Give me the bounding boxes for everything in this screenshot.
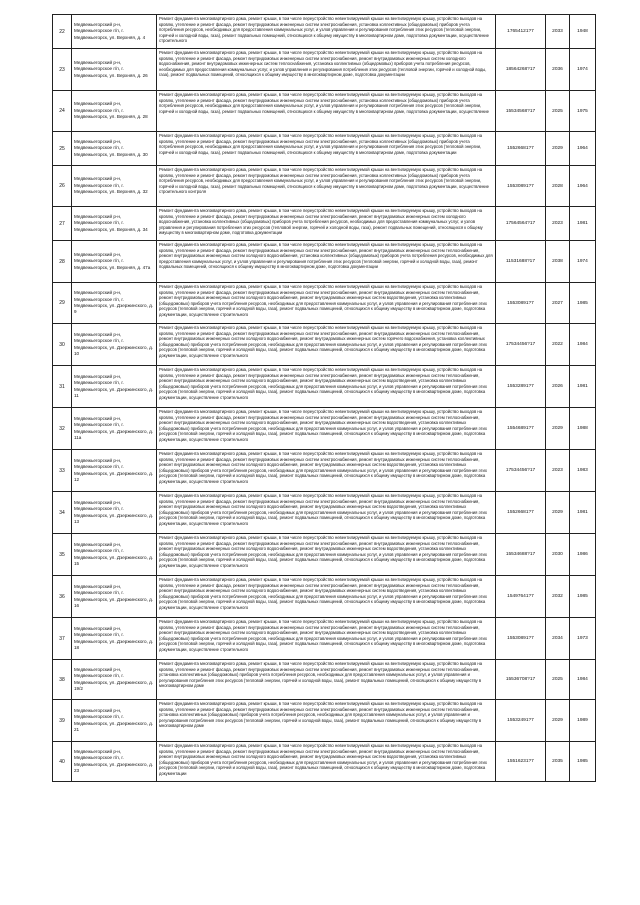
works-text-clip: Ремонт фундамента многоквартирного дома, ремонт крыши, в том числе переустройство невентилируемой крыши на вентилируемую крышу, устройство выходов на кровлю, утепление и ремонт фасада, ремонт внутридомовых инженерных систем электроснабжения, ремонт внутридомовых инженерных систем теплоснабжения, ремонт внутридомовых инженерных систем холодного водоснабжения, ремонт внутридомовых инженерных систем водоотведения, установка коллективных (общедомовых) приборов учета потребления ресурсов, необходимых для предоставления коммунальных услуг, и узлов управления и регулирования потребления этих ресурсов (тепловой энергии, горячей и холодной воды, газа), ремонт подвальных помещений, относящихся к общему имуществу в многоквартирном доме, подготовка документации, осуществление строительного: [159, 577, 487, 610]
document-page: [52, 14, 596, 782]
house-address: Медвежьегорский р-н, Медвежьегорское г/п, г. Медвежьегорск, ул. Дзержинского, д. 16: [72, 576, 157, 618]
repair-cost: 15530891?7: [496, 166, 546, 207]
works-text-clip: Ремонт фундамента многоквартирного дома, ремонт крыши, в том числе переустройство невентилируемой крыши на вентилируемую крышу, устройство выходов на кровлю, утепление и ремонт фасада, ремонт внутридомовых инженерных систем электроснабжения, ремонт внутридомовых инженерных систем теплоснабжения, ремонт внутридомовых инженерных систем холодного водоснабжения, ремонт внутридомовых инженерных систем водоотведения, установка коллективных (общедомовых) приборов учета потребления ресурсов, необходимых для предоставления коммунальных услуг, и узлов управления и регулирования потребления этих ресурсов (тепловой энергии, горячей и холодной воды, газа), ремонт подвальных помещений, относящихся к общему имуществу в многоквартирном доме, подготовка документации, осуществление строительного: [159, 284, 487, 317]
works-text-clip: Ремонт фундамента многоквартирного дома, ремонт крыши, в том числе переустройство невентилируемой крыши на вентилируемую крышу, устройство выходов на кровлю, утепление и ремонт фасада, ремонт внутридомовых инженерных систем электроснабжения, ремонт внутридомовых инженерных систем холодного водоснабжения, ремонт внутридомовых инженерных систем теплоснабжения, установка коллективных (общедомовых) приборов учета потребления ресурсов, необходимых для предоставления коммунальных услуг, и узлов управления и регулирования потребления этих ресурсов (тепловой энергии, горячей и холодной воды, газа), ремонт подвальных помещений, относящихся к общему имуществу в многоквартирном доме, подготовка документации: [159, 50, 487, 77]
row-number: 31: [53, 366, 72, 408]
row-number: 36: [53, 576, 72, 618]
house-address: Медвежьегорский р-н, Медвежьегорское г/п, г. Медвежьегорск, ул. Верхняя, д. 32: [72, 166, 157, 207]
planned-year: 2036: [546, 49, 570, 91]
table-row: [53, 283, 596, 324]
planned-year: 2026: [546, 366, 570, 408]
year-built: 1983: [570, 450, 596, 492]
planned-year: 2033: [546, 15, 570, 49]
year-built: 1974: [570, 241, 596, 283]
table-row: [53, 366, 596, 408]
house-address: Медвежьегорский р-н, Медвежьегорское г/п, г. Медвежьегорск, ул. Верхняя, д. 26: [72, 49, 157, 91]
works-text-clip: Ремонт фундамента многоквартирного дома, ремонт крыши, в том числе переустройство невентилируемой крыши на вентилируемую крышу, устройство выходов на кровлю, утепление и ремонт фасада, ремонт внутридомовых инженерных систем электроснабжения, ремонт внутридомовых инженерных систем теплоснабжения, ремонт внутридомовых инженерных систем холодного водоснабжения, ремонт внутридомовых инженерных систем водоотведения, установка коллективных (общедомовых) приборов учета потребления ресурсов, необходимых для предоставления коммунальных услуг, и узлов управления и регулирования потребления этих ресурсов (тепловой энергии, горячей и холодной воды, газа), ремонт подвальных помещений, относящихся к общему имуществу в многоквартирном доме, подготовка документации, осуществление строительного: [159, 409, 487, 442]
table-row: [53, 15, 596, 49]
works-description: [157, 283, 496, 324]
row-number: 33: [53, 450, 72, 492]
works-text-clip: Ремонт фундамента многоквартирного дома, ремонт крыши, в том числе переустройство невентилируемой крыши на вентилируемую крышу, устройство выходов на кровлю, утепление и ремонт фасада, ремонт внутридомовых инженерных систем электроснабжения, ремонт внутридомовых инженерных систем теплоснабжения, ремонт внутридомовых инженерных систем холодного водоснабжения, ремонт внутридомовых инженерных систем водоотведения, установка коллективных (общедомовых) приборов учета потребления ресурсов, необходимых для предоставления коммунальных услуг, и узлов управления и регулирования потребления этих ресурсов (тепловой энергии, горячей и холодной воды, газа), ремонт подвальных помещений, относящихся к общему имуществу в многоквартирном доме, подготовка документации: [159, 743, 487, 776]
repair-cost: 15546891?7: [496, 408, 546, 450]
works-description: [157, 408, 496, 450]
repair-cost: 15516231?7: [496, 742, 546, 782]
house-address: Медвежьегорский р-н, Медвежьегорское г/п, г. Медвежьегорск, ул. Дзержинского, д. 11: [72, 366, 157, 408]
repair-cost: 15536708?17: [496, 660, 546, 700]
table-row: [53, 492, 596, 534]
table-row: [53, 576, 596, 618]
house-address: Медвежьегорский р-н, Медвежьегорское г/п, г. Медвежьегорск, ул. Дзержинского, д. 21: [72, 700, 157, 742]
year-built: 1984: [570, 324, 596, 366]
house-address: Медвежьегорский р-н, Медвежьегорское г/п, г. Медвежьегорск, ул. Верхняя, д. 30: [72, 132, 157, 166]
row-number: 22: [53, 15, 72, 49]
works-description: [157, 618, 496, 660]
table-row: [53, 618, 596, 660]
planned-year: 2029: [546, 132, 570, 166]
house-address: Медвежьегорский р-н, Медвежьегорское г/п, г. Медвежьегорск, ул. Верхняя, д. 47а: [72, 241, 157, 283]
row-number: 25: [53, 132, 72, 166]
works-text-clip: Ремонт фундамента многоквартирного дома, ремонт крыши, в том числе переустройство невентилируемой крыши на вентилируемую крышу, устройство выходов на кровлю, утепление и ремонт фасада, ремонт внутридомовых инженерных систем электроснабжения, ремонт внутридомовых инженерных систем теплоснабжения, ремонт внутридомовых инженерных систем холодного водоснабжения, ремонт внутридомовых инженерных систем водоотведения, установка коллективных (общедомовых) приборов учета потребления ресурсов, необходимых для предоставления коммунальных услуг, и узлов управления и регулирования потребления этих ресурсов (тепловой энергии, горячей и холодной воды, газа), ремонт подвальных помещений, относящихся к общему имуществу в многоквартирном доме, подготовка документации, осуществление строительного: [159, 619, 487, 652]
year-built: 1974: [570, 49, 596, 91]
works-text-clip: Ремонт фундамента многоквартирного дома, ремонт крыши, в том числе переустройство невентилируемой крыши на вентилируемую крышу, устройство выходов на кровлю, утепление и ремонт фасада, ремонт внутридомовых инженерных систем электроснабжения, ремонт внутридомовых инженерных систем теплоснабжения, ремонт внутридомовых инженерных систем холодного водоснабжения, ремонт внутридомовых инженерных систем водоотведения, установка коллективных (общедомовых) приборов учета потребления ресурсов, необходимых для предоставления коммунальных услуг, и узлов управления и регулирования потребления этих ресурсов (тепловой энергии, горячей и холодной воды, газа), ремонт подвальных помещений, относящихся к общему имуществу в многоквартирном доме, подготовка документации, осуществление строительного: [159, 493, 487, 526]
planned-year: 2029: [546, 408, 570, 450]
repair-cost: 15532491?7: [496, 700, 546, 742]
repair-cost: 15534688?17: [496, 534, 546, 576]
house-address: Медвежьегорский р-н, Медвежьегорское г/п, г. Медвежьегорск, ул. Дзержинского, д. 15: [72, 534, 157, 576]
repair-cost: 15497641?7: [496, 576, 546, 618]
row-number: 23: [53, 49, 72, 91]
house-address: Медвежьегорский р-н, Медвежьегорское г/п, г. Медвежьегорск, ул. Верхняя, д. 28: [72, 91, 157, 132]
planned-year: 2034: [546, 618, 570, 660]
house-address: Медвежьегорский р-н, Медвежьегорское г/п, г. Медвежьегорск, ул. Дзержинского, д. 12: [72, 450, 157, 492]
row-number: 28: [53, 241, 72, 283]
works-description: [157, 576, 496, 618]
planned-year: 2038: [546, 241, 570, 283]
works-description: [157, 660, 496, 700]
table-row: [53, 742, 596, 782]
year-built: 1981: [570, 492, 596, 534]
works-description: [157, 742, 496, 782]
house-address: Медвежьегорский р-н, Медвежьегорское г/п, г. Медвежьегорск, ул. Дзержинского, д. 9: [72, 283, 157, 324]
year-built: 1964: [570, 132, 596, 166]
row-number: 26: [53, 166, 72, 207]
table-row: [53, 700, 596, 742]
table-row: [53, 660, 596, 700]
table-row: [53, 450, 596, 492]
table-row: [53, 166, 596, 207]
repair-cost: 18564268?17: [496, 49, 546, 91]
table-row: [53, 91, 596, 132]
works-text-clip: Ремонт фундамента многоквартирного дома, ремонт крыши, в том числе переустройство невентилируемой крыши на вентилируемую крышу, устройство выходов на кровлю, утепление и ремонт фасада, ремонт внутридомовых инженерных систем электроснабжения, ремонт внутридомовых инженерных систем теплоснабжения, ремонт внутридомовых инженерных систем холодного водоснабжения, ремонт внутридомовых инженерных систем водоотведения, установка коллективных (общедомовых) приборов учета потребления ресурсов, необходимых для предоставления коммунальных услуг, и узлов управления и регулирования потребления этих ресурсов (тепловой энергии, горячей и холодной воды, газа), ремонт подвальных помещений, относящихся к общему имуществу в многоквартирном доме, подготовка документации, осуществление строительного: [159, 535, 487, 568]
year-built: 1985: [570, 742, 596, 782]
house-address: Медвежьегорский р-н, Медвежьегорское г/п, г. Медвежьегорск, ул. Верхняя, д. 4: [72, 15, 157, 49]
works-text-clip: Ремонт фундамента многоквартирного дома, ремонт крыши, в том числе переустройство невентилируемой крыши на вентилируемую крышу, устройство выходов на кровлю, утепление и ремонт фасада, ремонт внутридомовых инженерных систем электроснабжения, ремонт внутридомовых инженерных систем теплоснабжения, ремонт внутридомовых инженерных систем холодного водоснабжения, установка коллективных (общедомовых) приборов учета потребления ресурсов, необходимых для предоставления коммунальных услуг, и узлов управления и регулирования потребления этих ресурсов (тепловой энергии, горячей и холодной воды, газа), ремонт подвальных помещений, относящихся к общему имуществу в многоквартирном доме, подготовка документации: [159, 242, 493, 269]
year-built: 1948: [570, 15, 596, 49]
repair-cost: 11531688?17: [496, 241, 546, 283]
planned-year: 2022: [546, 324, 570, 366]
works-text-clip: Ремонт фундамента многоквартирного дома, ремонт крыши, в том числе переустройство невентилируемой крыши на вентилируемую крышу, устройство выходов на кровлю, утепление и ремонт фасада, ремонт внутридомовых инженерных систем электроснабжения, установка коллективных (общедомовых) приборов учета потребления ресурсов, необходимых для предоставления коммунальных услуг, и узлов управления и регулирования потребления этих ресурсов (тепловой энергии, горячей и холодной воды, газа), ремонт подвальных помещений, относящихся к общему имуществу в многоквартирном доме, подготовка документации, осуществление строительного контроля: [159, 167, 489, 194]
works-text-clip: Ремонт фундамента многоквартирного дома, ремонт крыши, в том числе переустройство невентилируемой крыши на вентилируемую крышу, устройство выходов на кровлю, утепление и ремонт фасада, ремонт внутридомовых инженерных систем электроснабжения, ремонт внутридомовых инженерных систем теплоснабжения, установка коллективных (общедомовых) приборов учета потребления ресурсов, необходимых для предоставления коммунальных услуг, и узлов управления и регулирования потребления этих ресурсов (тепловой энергии, горячей и холодной воды, газа), ремонт подвальных помещений, относящихся к общему имуществу в многоквартирном доме: [159, 661, 483, 688]
house-address: Медвежьегорский р-н, Медвежьегорское г/п, г. Медвежьегорск, ул. Верхняя, д. 34: [72, 207, 157, 241]
works-text-clip: Ремонт фундамента многоквартирного дома, ремонт крыши, в том числе переустройство невентилируемой крыши на вентилируемую крышу, устройство выходов на кровлю, утепление и ремонт фасада, ремонт внутридомовых инженерных систем электроснабжения, установка коллективных (общедомовых) приборов учета потребления ресурсов, необходимых для предоставления коммунальных услуг, и узлов управления и регулирования потребления этих ресурсов (тепловой энергии, горячей и холодной воды, газа), ремонт подвальных помещений, относящихся к общему имуществу в многоквартирном доме, подготовка документации, осуществление строительного: [159, 16, 489, 43]
year-built: 1986: [570, 534, 596, 576]
planned-year: 2029: [546, 700, 570, 742]
row-number: 37: [53, 618, 72, 660]
works-description: [157, 132, 496, 166]
table-row: [53, 241, 596, 283]
table-row: [53, 534, 596, 576]
repair-cost: 15526681?7: [496, 132, 546, 166]
works-description: [157, 166, 496, 207]
works-description: [157, 492, 496, 534]
repair-cost: 17534456?17: [496, 324, 546, 366]
row-number: 27: [53, 207, 72, 241]
row-number: 29: [53, 283, 72, 324]
works-text-clip: Ремонт фундамента многоквартирного дома, ремонт крыши, в том числе переустройство невентилируемой крыши на вентилируемую крышу, устройство выходов на кровлю, утепление и ремонт фасада, ремонт внутридомовых инженерных систем электроснабжения, установка коллективных (общедомовых) приборов учета потребления ресурсов, необходимых для предоставления коммунальных услуг, и узлов управления и регулирования потребления этих ресурсов (тепловой энергии, горячей и холодной воды, газа), ремонт подвальных помещений, относящихся к общему имуществу в многоквартирном доме, подготовка документации, осуществление: [159, 92, 489, 114]
works-text-clip: Ремонт фундамента многоквартирного дома, ремонт крыши, в том числе переустройство невентилируемой крыши на вентилируемую крышу, устройство выходов на кровлю, утепление и ремонт фасада, ремонт внутридомовых инженерных систем электроснабжения, ремонт внутридомовых инженерных систем теплоснабжения, ремонт внутридомовых инженерных систем холодного водоснабжения, ремонт внутридомовых инженерных систем водоотведения, установка коллективных (общедомовых) приборов учета потребления ресурсов, необходимых для предоставления коммунальных услуг, и узлов управления и регулирования потребления этих ресурсов (тепловой энергии, горячей и холодной воды, газа), ремонт подвальных помещений, относящихся к общему имуществу в многоквартирном доме, подготовка документации, осуществление строительного: [159, 451, 487, 484]
planned-year: 2035: [546, 742, 570, 782]
planned-year: 2025: [546, 660, 570, 700]
row-number: 34: [53, 492, 72, 534]
planned-year: 2028: [546, 166, 570, 207]
works-description: [157, 366, 496, 408]
works-description: [157, 207, 496, 241]
year-built: 1985: [570, 283, 596, 324]
year-built: 1975: [570, 91, 596, 132]
works-description: [157, 534, 496, 576]
row-number: 39: [53, 700, 72, 742]
year-built: 1984: [570, 660, 596, 700]
repair-cost: 15534568?17: [496, 91, 546, 132]
repair-cost: 15532891?7: [496, 366, 546, 408]
works-description: [157, 324, 496, 366]
house-address: Медвежьегорский р-н, Медвежьегорское г/п, г. Медвежьегорск, ул. Дзержинского, д. 11а: [72, 408, 157, 450]
repair-cost: 17534456?17: [496, 450, 546, 492]
repair-cost: 17654121?7: [496, 15, 546, 49]
planned-year: 2023: [546, 207, 570, 241]
row-number: 38: [53, 660, 72, 700]
table-row: [53, 207, 596, 241]
works-description: [157, 15, 496, 49]
works-description: [157, 91, 496, 132]
table-row: [53, 324, 596, 366]
house-address: Медвежьегорский р-н, Медвежьегорское г/п, г. Медвежьегорск, ул. Дзержинского, д. 19/2: [72, 660, 157, 700]
year-built: 1964: [570, 166, 596, 207]
works-description: [157, 700, 496, 742]
year-built: 1981: [570, 366, 596, 408]
house-address: Медвежьегорский р-н, Медвежьегорское г/п, г. Медвежьегорск, ул. Дзержинского, д. 18: [72, 618, 157, 660]
year-built: 1981: [570, 207, 596, 241]
planned-year: 2025: [546, 91, 570, 132]
house-address: Медвежьегорский р-н, Медвежьегорское г/п, г. Медвежьегорск, ул. Дзержинского, д. 23: [72, 742, 157, 782]
works-text-clip: Ремонт фундамента многоквартирного дома, ремонт крыши, в том числе переустройство невентилируемой крыши на вентилируемую крышу, устройство выходов на кровлю, утепление и ремонт фасада, ремонт внутридомовых инженерных систем электроснабжения, ремонт внутридомовых инженерных систем теплоснабжения, ремонт внутридомовых инженерных систем холодного водоснабжения, ремонт внутридомовых инженерных систем водоотведения, установка коллективных (общедомовых) приборов учета потребления ресурсов, необходимых для предоставления коммунальных услуг, и узлов управления и регулирования потребления этих ресурсов (тепловой энергии, горячей и холодной воды, газа), ремонт подвальных помещений, относящихся к общему имуществу в многоквартирном доме, подготовка документации, осуществление строительного: [159, 367, 487, 400]
year-built: 1985: [570, 576, 596, 618]
row-number: 40: [53, 742, 72, 782]
works-text-clip: Ремонт фундамента многоквартирного дома, ремонт крыши, в том числе переустройство невентилируемой крыши на вентилируемую крышу, устройство выходов на кровлю, утепление и ремонт фасада, ремонт внутридомовых инженерных систем электроснабжения, ремонт внутридомовых инженерных систем теплоснабжения, установка коллективных (общедомовых) приборов учета потребления ресурсов, необходимых для предоставления коммунальных услуг, и узлов управления и регулирования потребления этих ресурсов (тепловой энергии, горячей и холодной воды, газа), ремонт подвальных помещений, относящихся к общему имуществу в многоквартирном доме: [159, 701, 483, 728]
planned-year: 2030: [546, 534, 570, 576]
capital-repair-table: [52, 14, 596, 782]
planned-year: 2032: [546, 576, 570, 618]
works-text-clip: Ремонт фундамента многоквартирного дома, ремонт крыши, в том числе переустройство невентилируемой крыши на вентилируемую крышу, устройство выходов на кровлю, утепление и ремонт фасада, ремонт внутридомовых инженерных систем электроснабжения, ремонт внутридомовых инженерных систем холодного водоснабжения, установка коллективных (общедомовых) приборов учета потребления ресурсов, необходимых для предоставления коммунальных услуг, и узлов управления и регулирования потребления этих ресурсов (тепловой энергии, горячей и холодной воды, газа), ремонт подвальных помещений, относящихся к общему имуществу в многоквартирном доме, подготовка документации: [159, 208, 483, 235]
year-built: 1973: [570, 618, 596, 660]
house-address: Медвежьегорский р-н, Медвежьегорское г/п, г. Медвежьегорск, ул. Дзержинского, д. 13: [72, 492, 157, 534]
house-address: Медвежьегорский р-н, Медвежьегорское г/п, г. Медвежьегорск, ул. Дзержинского, д. 10: [72, 324, 157, 366]
row-number: 32: [53, 408, 72, 450]
repair-cost: 15530891?7: [496, 618, 546, 660]
year-built: 1988: [570, 408, 596, 450]
row-number: 24: [53, 91, 72, 132]
table-row: [53, 408, 596, 450]
repair-cost: 15530891?7: [496, 283, 546, 324]
works-description: [157, 241, 496, 283]
planned-year: 2023: [546, 450, 570, 492]
table-row: [53, 49, 596, 91]
repair-cost: 17564564?17: [496, 207, 546, 241]
planned-year: 2027: [546, 283, 570, 324]
works-description: [157, 49, 496, 91]
row-number: 30: [53, 324, 72, 366]
works-description: [157, 450, 496, 492]
table-row: [53, 132, 596, 166]
works-text-clip: Ремонт фундамента многоквартирного дома, ремонт крыши, в том числе переустройство невентилируемой крыши на вентилируемую крышу, устройство выходов на кровлю, утепление и ремонт фасада, ремонт внутридомовых инженерных систем электроснабжения, установка коллективных (общедомовых) приборов учета потребления ресурсов, необходимых для предоставления коммунальных услуг, и узлов управления и регулирования потребления этих ресурсов (тепловой энергии, горячей и холодной воды, газа), ремонт подвальных помещений, относящихся к общему имуществу в многоквартирном доме, подготовка документации: [159, 133, 483, 155]
table-body: [53, 15, 596, 782]
year-built: 1989: [570, 700, 596, 742]
planned-year: 2029: [546, 492, 570, 534]
repair-cost: 15526681?7: [496, 492, 546, 534]
row-number: 35: [53, 534, 72, 576]
works-text-clip: Ремонт фундамента многоквартирного дома, ремонт крыши, в том числе переустройство невентилируемой крыши на вентилируемую крышу, устройство выходов на кровлю, утепление и ремонт фасада, ремонт внутридомовых инженерных систем электроснабжения, ремонт внутридомовых инженерных систем теплоснабжения, ремонт внутридомовых инженерных систем холодного водоснабжения, ремонт внутридомовых инженерных систем горячего водоснабжения, установка коллективных (общедомовых) приборов учета потребления ресурсов, необходимых для предоставления коммунальных услуг, и узлов управления и регулирования потребления этих ресурсов (тепловой энергии, горячей и холодной воды, газа), ремонт подвальных помещений, относящихся к общему имуществу в многоквартирном доме, подготовка документации, осуществление строительного: [159, 325, 487, 358]
